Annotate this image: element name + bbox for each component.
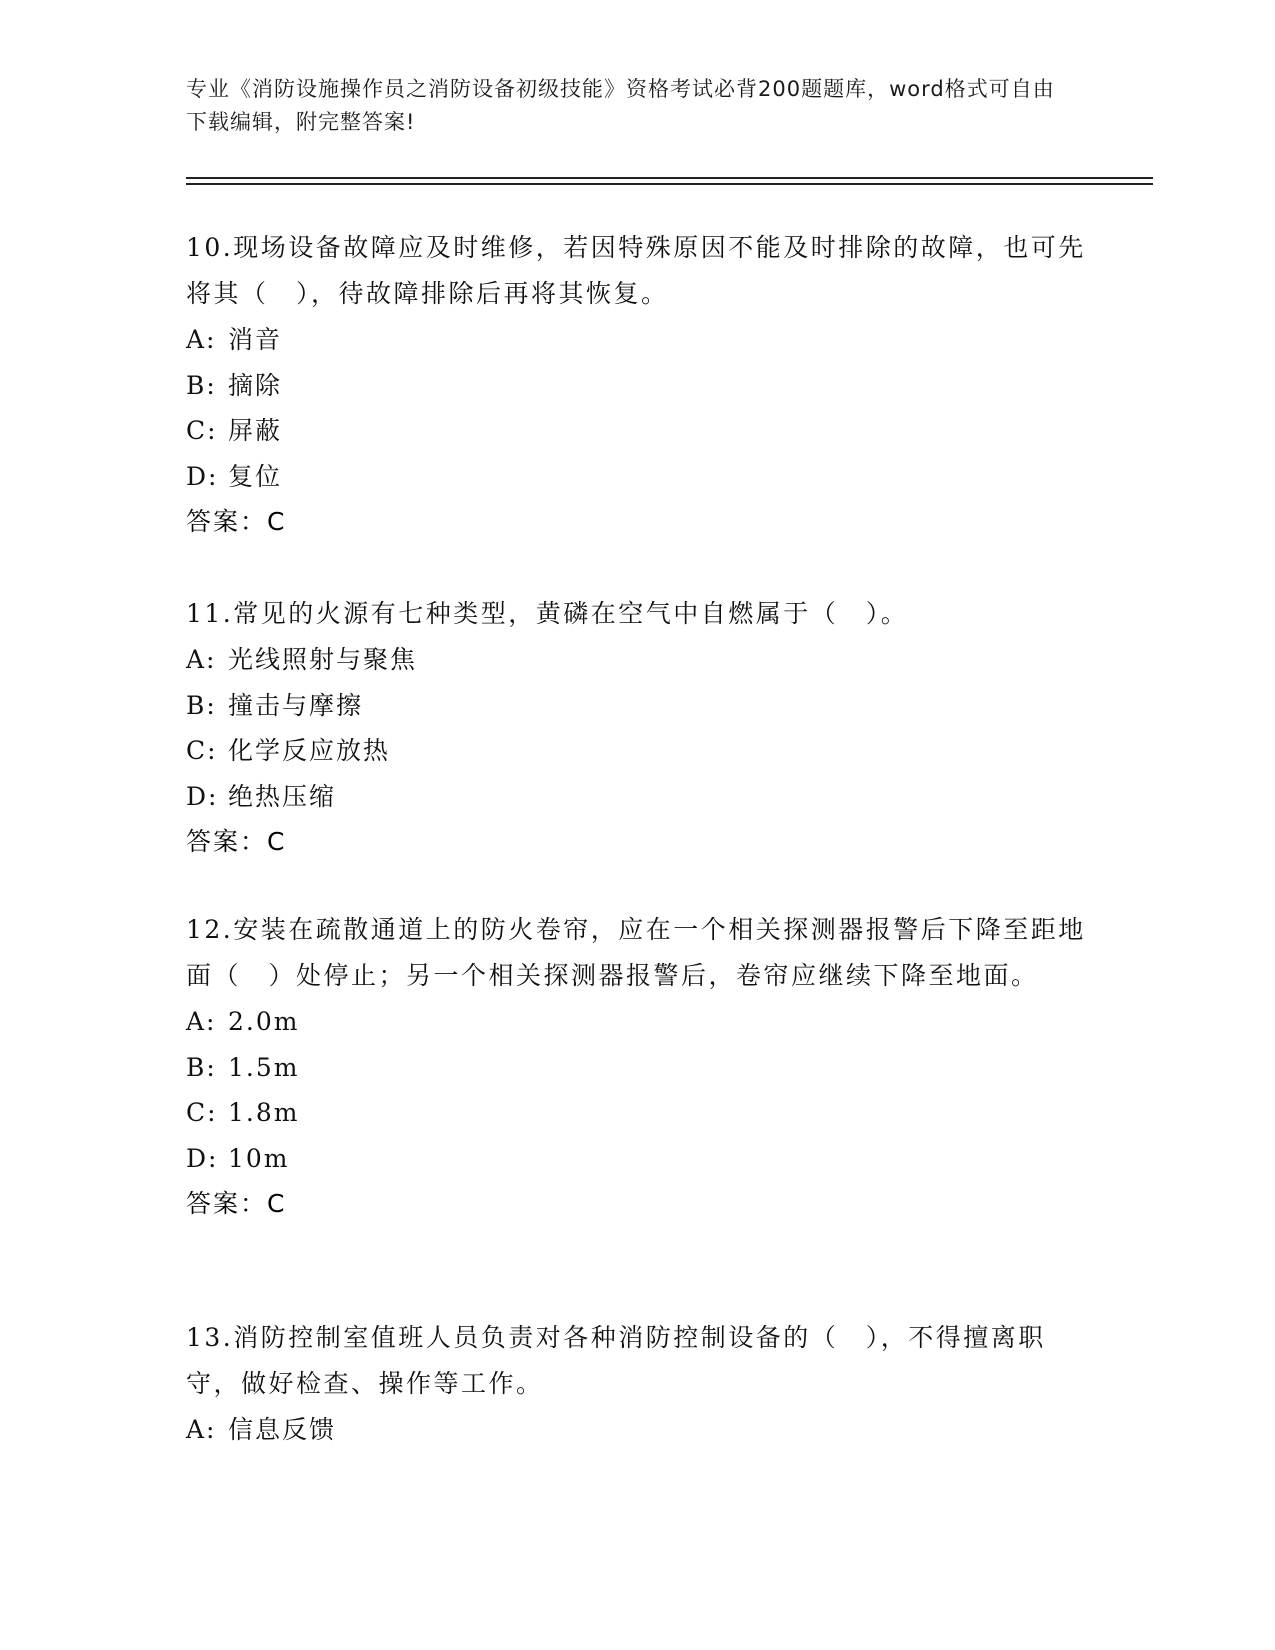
option-text: 信息反馈 (228, 1415, 337, 1444)
question-stem: 13.消防控制室值班人员负责对各种消防控制设备的（ ），不得擅离职守，做好检查、操作等工作。 (186, 1323, 1046, 1398)
option-letter: A: (186, 1007, 217, 1036)
option-text: 屏蔽 (228, 416, 283, 445)
question-stem: 10.现场设备故障应及时维修，若因特殊原因不能及时排除的故障，也可先将其（ ），待故障排除后再将其恢复。 (186, 233, 1086, 308)
option-text: 2.0m (228, 1007, 300, 1036)
option-a (186, 999, 1086, 1045)
option-a (186, 637, 1086, 683)
header-rule-top (186, 177, 1153, 179)
option-c (186, 1090, 1086, 1136)
option-text: 撞击与摩擦 (228, 690, 364, 720)
option-letter: C: (186, 1098, 218, 1127)
question-13 (186, 1315, 1086, 1453)
option-letter: B: (186, 1052, 217, 1082)
header-rule-bottom (186, 183, 1153, 185)
answer: 答案：C (186, 507, 287, 536)
option-text: 化学反应放热 (228, 736, 391, 765)
option-letter: B: (186, 370, 217, 400)
option-b (186, 1045, 1086, 1091)
option-text: 10m (228, 1143, 290, 1173)
answer: 答案：C (186, 827, 287, 856)
option-d (186, 774, 1086, 820)
question-11 (186, 591, 1086, 865)
option-letter: D: (186, 781, 219, 811)
option-letter: C: (186, 416, 218, 445)
question-12 (186, 907, 1086, 1227)
option-letter: D: (186, 1143, 219, 1173)
option-text: 消音 (228, 325, 283, 354)
option-text: 摘除 (228, 370, 283, 400)
option-c (186, 728, 1086, 774)
option-letter: D: (186, 461, 219, 491)
question-stem: 12.安装在疏散通道上的防火卷帘，应在一个相关探测器报警后下降至距地面（ ）处停止；另一个相关探测器报警后，卷帘应继续下降至地面。 (186, 915, 1086, 990)
option-letter: C: (186, 736, 218, 765)
option-text: 绝热压缩 (228, 781, 337, 811)
option-d (186, 1136, 1086, 1182)
option-letter: A: (186, 1415, 217, 1444)
option-a (186, 317, 1086, 363)
option-b (186, 363, 1086, 409)
option-text: 1.8m (228, 1098, 300, 1127)
option-text: 光线照射与聚焦 (228, 645, 418, 674)
option-c (186, 408, 1086, 454)
option-text: 复位 (228, 461, 283, 491)
option-b (186, 683, 1086, 729)
option-a (186, 1407, 1086, 1453)
header-note: 专业《消防设施操作员之消防设备初级技能》资格考试必背200题题库，word格式可自由下载编辑，附完整答案! (186, 77, 1055, 134)
question-10 (186, 225, 1086, 545)
option-letter: B: (186, 690, 217, 720)
option-letter: A: (186, 645, 217, 674)
option-text: 1.5m (228, 1052, 300, 1082)
option-d (186, 454, 1086, 500)
question-stem: 11.常见的火源有七种类型，黄磷在空气中自燃属于（ ）。 (186, 599, 909, 628)
option-letter: A: (186, 325, 217, 354)
answer: 答案：C (186, 1189, 287, 1218)
